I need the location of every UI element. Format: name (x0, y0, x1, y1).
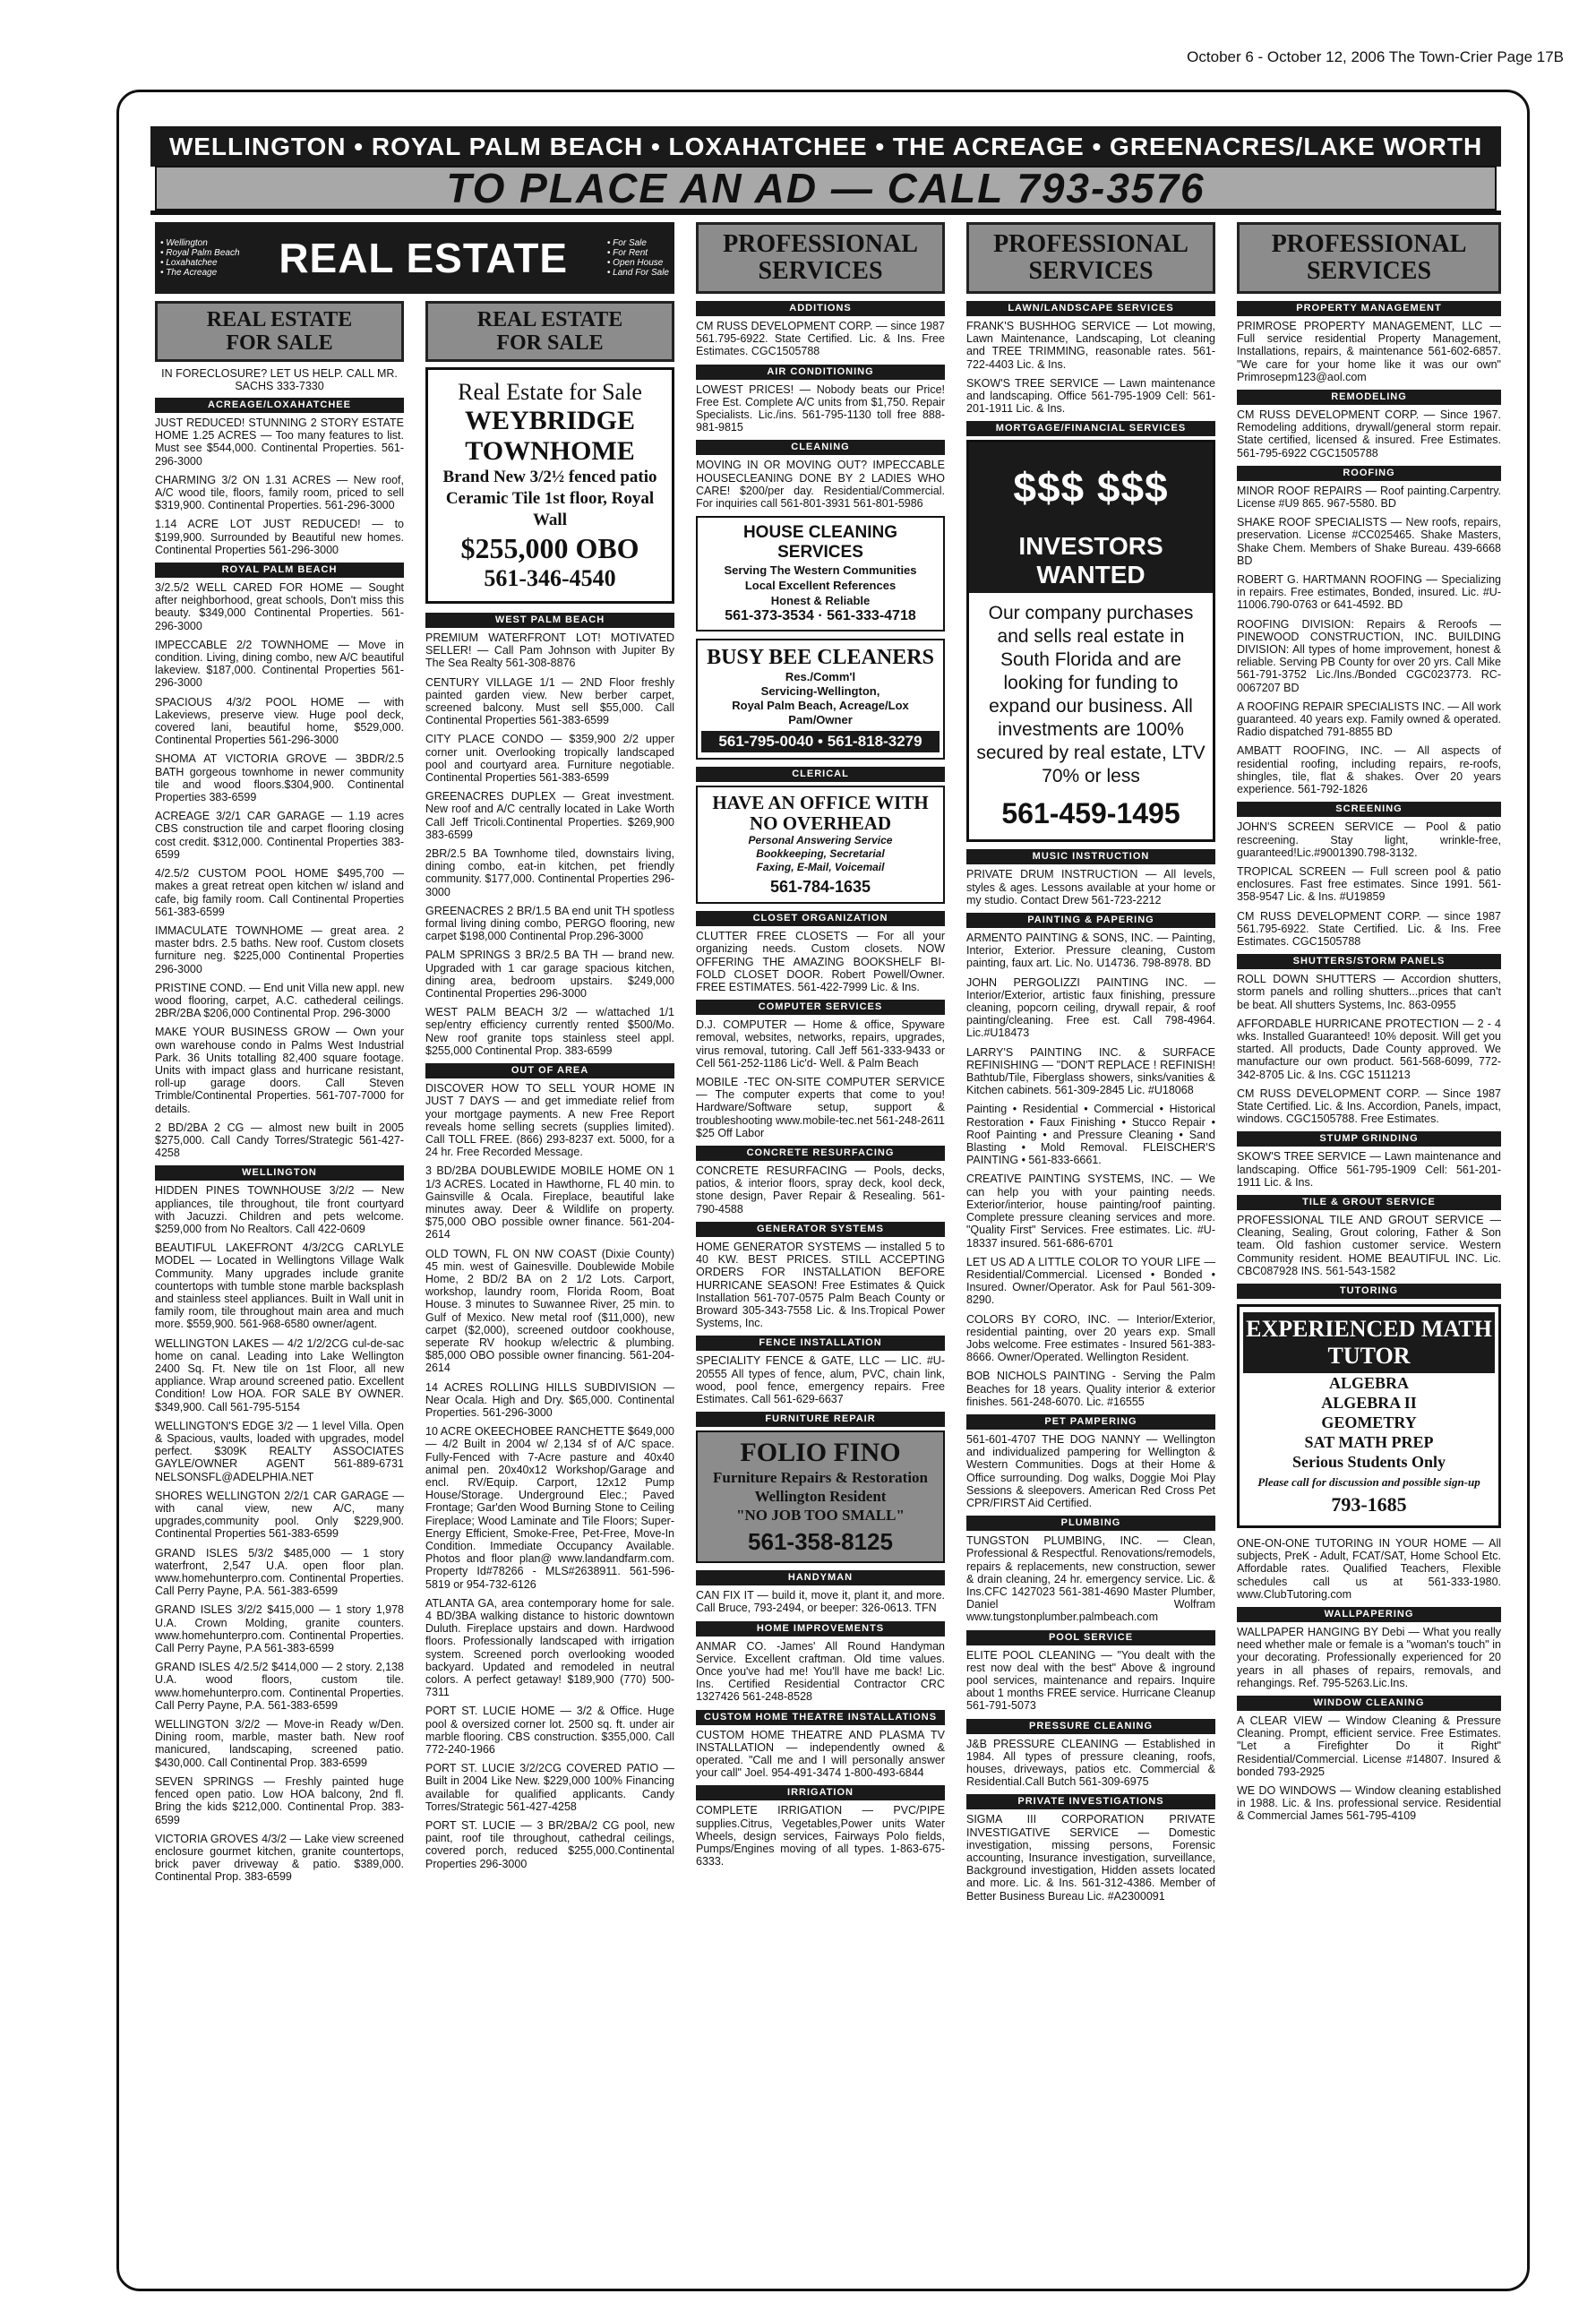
folio-fino-ad-t: FOLIO FINO (740, 1438, 901, 1468)
classified-ad: GREENACRES DUPLEX — Great investment. New roof and A/C centrally located in Lake Worth Call Jeff Tricoli.Continental Properties. $269,900 383-6599 (425, 790, 674, 841)
classified-ad: SKOW'S TREE SERVICE — Lawn maintenance and landscaping. Office 561-795-1909 Cell: 561-201-1911 Lic. & Ins. (966, 376, 1215, 416)
classified-ad: JOHN'S SCREEN SERVICE — Pool & patio rescreening. Stay light, wrinkle-free, guaranteed!Lic.#9001390.798-3132. (1237, 820, 1501, 859)
professional-services-header-line: PROFESSIONAL (993, 230, 1188, 258)
classified-ad: D.J. COMPUTER — Home & office, Spyware removal, websites, networks, repairs, upgrades, virus removal, tutoring. Call Jeff 561-333-9433 or Cell 561-252-1186 Lic'd- Well. & Palm Beach (696, 1018, 945, 1070)
folio-fino-ad-s3: "NO JOB TOO SMALL" (736, 1507, 905, 1525)
classified-ad: Painting • Residential • Commercial • Historical Restoration • Faux Finishing • Stucco Repair • Roof Painting • and Pressure Cleaning • Sand Blasting • Mold Removal. FLEISCHER'S PAINTING • 561-833-6661. (966, 1103, 1215, 1167)
section-header: ROOFING (1237, 466, 1501, 481)
for-sale-header-line: FOR SALE (226, 331, 333, 355)
busy-bee-ad-s4: Pam/Owner (788, 713, 853, 727)
classified-ad: PRISTINE COND. — End unit Villa new appl. new wood flooring, carpet, A.C. cathederal ceilings. 2BR/2BA $206,000 Continental Prop. 296-3000 (155, 981, 404, 1020)
classified-ad: CENTURY VILLAGE 1/1 — 2ND Floor freshly painted garden view. New berber carpet, screened balcony. Must sell $55,000. Call Continental Properties 561-383-6599 (425, 675, 674, 727)
section-header: OUT OF AREA (425, 1063, 674, 1078)
classified-ad: 1.14 ACRE LOT JUST REDUCED! — to $199,900. Surrounded by Beautiful new homes. Continental Properties 561-296-3000 (155, 518, 404, 556)
busy-bee-ad (696, 639, 945, 760)
office-ad-s2: Bookkeeping, Secretarial (756, 847, 885, 861)
classified-ad: 2 BD/2BA 2 CG — almost new built in 2005 $275,000. Call Candy Torres/Strategic 561-427-4258 (155, 1121, 404, 1160)
classified-ad: CHARMING 3/2 ON 1.31 ACRES — New roof, A/C wood tile, floors, family room, priced to sell $319,900. Continental Properties. 561-296-3000 (155, 473, 404, 512)
weybridge-e: $255,000 OBO (460, 532, 639, 564)
office-ad-p: 561-784-1635 (769, 878, 871, 897)
classified-ad: J&B PRESSURE CLEANING — Established in 1984. All types of pressure cleaning, roofs, houses, driveways, patios etc. Commercial & Residential.Call Butch 561-309-6975 (966, 1737, 1215, 1789)
investors-art: $$$ $$$ (969, 442, 1213, 532)
column-services-1 (696, 222, 945, 2278)
section-header: PROPERTY MANAGEMENT (1237, 301, 1501, 316)
classified-ad: WELLINGTON'S EDGE 3/2 — 1 level Villa. Open & Spacious, vaults, loaded with upgrades, model perfect. $309K REALTY ASSOCIATES GAYLE/OWNER AGENT 561-889-6731 NELSONSFL@ADELPHIA.NET (155, 1419, 404, 1483)
classified-ad: JOHN PERGOLIZZI PAINTING INC. — Interior/Exterior, artistic faux finishing, pressure cleaning, popcorn ceiling, drywall repair, & roof painting/cleaning. Free est. Call 798-4964. Lic.#U18473 (966, 975, 1215, 1040)
column-real-estate-2 (425, 222, 674, 2278)
section-header: TILE & GROUT SERVICE (1237, 1195, 1501, 1210)
weybridge-b: WEYBRIDGE TOWNHOME (464, 406, 636, 466)
math-tutor-line: ALGEBRA II (1321, 1393, 1417, 1412)
classified-ad: SPECIALITY FENCE & GATE, LLC — LIC. #U-20555 All types of fence, alum, PVC, chain link, wood, pool fence, emergency repairs. Free Estimates. Call 561-629-6637 (696, 1354, 945, 1405)
classified-ad: ATLANTA GA, area contemporary home for sale. 4 BD/3BA walking distance to historic downtown Duluth. Fireplace upstairs and down. Hardwood floors. Professionally landscaped with irrigation system. Screened porch overlooking wooded backyard. Updated and remodeled in neutral colors. A perfect getaway! $189,900 (770) 500-7311 (425, 1596, 674, 1699)
column-services-3 (1237, 222, 1501, 2278)
busy-bee-ad-s2: Servicing-Wellington, (760, 684, 880, 699)
weybridge-d: Ceramic Tile 1st floor, Royal Wall (445, 489, 655, 529)
classified-ad: PORT ST. LUCIE 3/2/2CG COVERED PATIO — Built in 2004 Like New. $229,000 100% Financing available for qualified applicants. Candy Torres/Strategic 561-427-4258 (425, 1762, 674, 1813)
re-header-title: REAL ESTATE (279, 235, 569, 281)
section-header: CLERICAL (696, 767, 945, 782)
classified-ad: CM RUSS DEVELOPMENT CORP. — Since 1987 State Certified. Lic. & Ins. Accordion, Panels, impact, windows. CGC1505788. Free Estimates. (1237, 1087, 1501, 1126)
section-header: COMPUTER SERVICES (696, 1000, 945, 1015)
professional-services-header (696, 222, 945, 294)
folio-fino-ad (696, 1430, 945, 1563)
for-sale-header (155, 301, 404, 362)
classified-ad: SIGMA III CORPORATION PRIVATE INVESTIGATIVE SERVICE — Domestic investigation, missing persons, Forensic accounting, Insurance investigation, surveillance, Background investigation, Hidden assets located and more. Lic. & Ins. 561-312-4386. Member of Better Business Bureau Lic. #A2300091 (966, 1813, 1215, 1903)
professional-services-header-line: PROFESSIONAL (723, 230, 918, 258)
section-header: FENCE INSTALLATION (696, 1336, 945, 1351)
classified-ad: CONCRETE RESURFACING — Pools, decks, patios, & interior floors, spray deck, kool deck, stone design, Paver Repair & Resealing. 561-790-4588 (696, 1164, 945, 1216)
classified-ad: CREATIVE PAINTING SYSTEMS, INC. — We can help you with your painting needs. Exterior/interior, house painting/roof painting. Complete pressure cleaning services and more. "Quality First" Services. Free estimates. Lic. #U-18337 insured. 561-686-6701 (966, 1173, 1215, 1250)
classified-ad: 10 ACRE OKEECHOBEE RANCHETTE $649,000 — 4/2 Built in 2004 w/ 2,134 sf of A/C space. Fully-Fenced with 7-Acre pasture and 40x40 animal pen. 20x40x12 Workshop/Garage and encl. RV/Equip. Carport, 12x12 Pump House/Storage. Underground Elec.; Paved Frontage; Gar'den Wood Burning Stone to Ceiling Fireplace; Wood Laminate and Tile Floors; Super-Energy Efficient, Smoke-Free, Pet-Free, Move-In Condition. Immediate Occupancy Available. Photos and floor plan@ www.landandfarm.com. Property Id#78266 - MLS#2638911. 561-596-5819 or 954-732-6126 (425, 1425, 674, 1591)
office-ad-s: Personal Answering Service (748, 834, 893, 847)
classified-ad: GRAND ISLES 3/2/2 $415,000 — 1 story 1,978 U.A. Crown Molding, granite counters. www.homehunterpro.com. Continental Properties. Call Perry Payne, P.A 561-383-6599 (155, 1603, 404, 1655)
classified-ad: PORT ST. LUCIE HOME — 3/2 & Office. Huge pool & oversized corner lot. 2500 sq. ft. under air marble flooring. CBS construction. $355,000. Call 772-240-1966 (425, 1705, 674, 1757)
classified-ad: CM RUSS DEVELOPMENT CORP. — since 1987 561.795-6922. State Certified. Lic. & Ins. Free Estimates. CGC1505788 (1237, 909, 1501, 948)
divider (150, 210, 1501, 215)
investors-ad (966, 440, 1215, 842)
classified-ad: CITY PLACE CONDO — $359,900 2/2 upper corner unit. Overlooking tropically landscaped pool and courtyard area. Furniture negotiable. Continental Properties 561-383-6599 (425, 733, 674, 785)
house-cleaning-ad-t: HOUSE CLEANING SERVICES (742, 523, 898, 563)
weybridge-c: Brand New 3/2½ fenced patio (442, 468, 657, 486)
classified-ad: 3 BD/2BA DOUBLEWIDE MOBILE HOME ON 1 1/3 ACRES. Located in Hawthorne, FL 40 min. to Gainsville & Ocala. Fireplace, beautiful lake minutes away. Deer & Wildlife on property. $75,000 OBO possible owner finance. 561-204-2614 (425, 1164, 674, 1241)
classified-ad: MOVING IN OR MOVING OUT? IMPECCABLE HOUSECLEANING DONE BY 2 LADIES WHO CARE! $200/per day. Residential/Commercial. For inquiries call 561-801-3931 561-801-5986 (696, 459, 945, 511)
classified-ad: SHOMA AT VICTORIA GROVE — 3BDR/2.5 BATH gorgeous townhome in newer community tile and wood floors.$304,900. Continental Properties 383-6599 (155, 752, 404, 804)
section-header: HANDYMAN (696, 1570, 945, 1585)
place-ad-banner: TO PLACE AN AD — CALL 793-3576 (155, 166, 1497, 210)
classified-ad: ARMENTO PAINTING & SONS, INC. — Painting, Interior, Exterior. Pressure cleaning, Custom painting, faux art. Lic. No. U14736. 798-8978. BD (966, 932, 1215, 970)
classified-ad: SPACIOUS 4/3/2 POOL HOME — with Lakeviews, preserve view. Huge pool deck, covered lani, beautiful home, $529,000. Continental Properties 561-296-3000 (155, 695, 404, 747)
column-services-2 (966, 222, 1215, 2278)
classified-ad: WALLPAPER HANGING BY Debi — What you really need whether male or female is a "woman's touch" in your decorating. Professionally experienced for 20 years in all phases of repairs, removals, and rehangings. Ref. 795-5263.Lic.Ins. (1237, 1626, 1501, 1689)
math-tutor-line: Serious Students Only (1291, 1452, 1446, 1471)
house-cleaning-ad-s: Serving The Western Communities (724, 563, 917, 578)
classified-ad: FRANK'S BUSHHOG SERVICE — Lot mowing, Lawn Maintenance, Landscaping, Lot cleaning and TREE TRIMMING, reasonable rates. 561-722-4403 Lic. & Ins. (966, 320, 1215, 371)
classified-ad: ONE-ON-ONE TUTORING IN YOUR HOME — All subjects, PreK - Adult, FCAT/SAT, Home School Etc. Affordable rates. Qualified Teachers, Flexible schedules call us at 561-333-1980. www.ClubTutoring.com (1237, 1536, 1501, 1601)
classified-ad: GRAND ISLES 4/2.5/2 $414,000 — 2 story. 2,138 U.A. wood floors, custom tile. www.homehunterpro.com. Continental Properties. Call Perry Payne, P.A. 561-383-6599 (155, 1661, 404, 1712)
classified-ad: COMPLETE IRRIGATION — PVC/PIPE supplies.Citrus, Vegetables,Power units Water Wheels, design services, Fairways Polo fields, Pumps/Engines moving of all types. 1-863-675-6333. (696, 1804, 945, 1869)
classified-ad: AFFORDABLE HURRICANE PROTECTION — 2 - 4 wks. Installed Guaranteed! 10% deposit. Will get you started. All products, Dade County approved. We manufacture our own product. 561-568-6099, 772-342-8705 Lic. & Ins. CGC 1511213 (1237, 1017, 1501, 1081)
classified-ad: IMMACULATE TOWNHOME — great area. 2 master bdrs. 2.5 baths. New roof. Custom closets furniture neg. $225,000 Continental Properties 296-3000 (155, 924, 404, 975)
section-header: IRRIGATION (696, 1785, 945, 1800)
section-header: WEST PALM BEACH (425, 613, 674, 628)
classified-ad: OLD TOWN, FL ON NW COAST (Dixie County) 45 min. west of Gainesville. Doublewide Mobile Home, 2 BD/2 BA on 2 1/2 Lots. Carport, workshop, laundry room, Florida Room, Boat House. 3 minutes to Suwannee River, 25 min. to Gulf of Mexico. New metal roof ($11,000), new carpet ($2,000), screened outdoor cookhouse, seperate RV hookup w/electric & plumbing. $85,000 OBO possible owner financing. 561-204-2614 (425, 1247, 674, 1375)
classified-ad: JUST REDUCED! STUNNING 2 STORY ESTATE HOME 1.25 ACRES — Too many features to list. Must see $544,000. Continental Properties. 561-296-3000 (155, 417, 404, 468)
classified-ad: PALM SPRINGS 3 BR/2.5 BA TH — brand new. Upgraded with 1 car garage spacious kitchen, dining area, bedroom upstairs. $249,000 Continental Properties 296-3000 (425, 949, 674, 1001)
classified-ad: PRIVATE DRUM INSTRUCTION — All levels, styles & ages. Lessons available at your home or my studio. Contact Drew 561-723-2212 (966, 868, 1215, 906)
classified-ad: ANMAR CO. -James' All Round Handyman Service. Excellent craftman. Old time values. Once you've had me! You'll have me back! Lic. Ins. Certified Residential Contractor CRC 1327426 561-248-8528 (696, 1639, 945, 1704)
classified-ad: PROFESSIONAL TILE AND GROUT SERVICE — Cleaning, Sealing, Grout coloring, Father & Son team. Old fashion customer service. Western Community resident. HOME BEAUTIFUL INC. Lic. CBC087928 INS. 561-543-1582 (1237, 1213, 1501, 1277)
house-cleaning-ad-s3: Honest & Reliable (770, 594, 871, 608)
investors-phone: 561-459-1495 (1001, 797, 1180, 830)
office-ad (696, 786, 945, 904)
page-folio: October 6 - October 12, 2006 The Town-Crier Page 17B (1187, 48, 1564, 65)
classified-ad: MINOR ROOF REPAIRS — Roof painting.Carpentry. License #U9 865. 967-5580. BD (1237, 484, 1501, 511)
classified-ad: MOBILE -TEC ON-SITE COMPUTER SERVICE — The computer experts that come to you! Hardware/Software setup, support & troubleshooting www.mobile-tec.net 561-248-2611 $25 Off Labor (696, 1076, 945, 1139)
section-header: HOME IMPROVEMENTS (696, 1621, 945, 1637)
section-header: WELLINGTON (155, 1165, 404, 1181)
for-sale-header-line: REAL ESTATE (206, 308, 353, 331)
classified-ad: DISCOVER HOW TO SELL YOUR HOME IN JUST 7 DAYS — and get immediate relief from your mortgage payments. A new Free Report reveals home selling secrets (supplies limited). Call TOLL FREE. (866) 293-8237 ext. 5000, for a 24 hr. Free Recorded Message. (425, 1082, 674, 1159)
section-header: ACREAGE/LOXAHATCHEE (155, 398, 404, 413)
classified-ad: VICTORIA GROVES 4/3/2 — Lake view screened enclosure gourmet kitchen, granite countertops, brick paver driveway & patio. $389,000. Continental Prop. 383-6599 (155, 1832, 404, 1884)
section-header: GENERATOR SYSTEMS (696, 1222, 945, 1237)
math-tutor-line: SAT MATH PREP (1304, 1432, 1434, 1451)
re-header-tag: • Land For Sale (606, 268, 669, 278)
investors-body: Our company purchases and sells real estate in South Florida and are looking for funding to expand our business. All investments are 100% secured by real estate, LTV 70% or less (976, 603, 1206, 787)
classified-ad: CAN FIX IT — build it, move it, plant it, and more. Call Bruce, 793-2494, or beeper: 326-0613. TFN (696, 1589, 945, 1615)
section-header: STUMP GRINDING (1237, 1131, 1501, 1147)
classified-ad: IMPECCABLE 2/2 TOWNHOME — Move in condition. Living, dining combo, new A/C beautiful lakeview. $187,000. Continental Properties 561-296-3000 (155, 638, 404, 690)
house-cleaning-ad-s2: Local Excellent References (744, 579, 897, 593)
math-tutor-note: Please call for discussion and possible sign-up (1257, 1474, 1480, 1489)
classified-ad: 561-601-4707 THE DOG NANNY — Wellington and individualized pampering for Wellington & Western Communities. Dogs at their Home & Office surrounding. Dog walks, Doggie Moi Play Sessions & sleepovers. American Red Cross Pet CPR/FIRST Aid Certified. (966, 1432, 1215, 1509)
classified-ad: 2BR/2.5 BA Townhome tiled, downstairs living, dining combo, eat-in kitchen, pet friendly community. $177,000. Continental Properties 296-3000 (425, 847, 674, 898)
folio-fino-ad-s2: Wellington Resident (754, 1488, 887, 1506)
professional-services-header-line: SERVICES (1028, 257, 1154, 285)
section-header: SHUTTERS/STORM PANELS (1237, 954, 1501, 969)
classified-ad: GREENACRES 2 BR/1.5 BA end unit TH spotless formal living dining combo, PERGO flooring, new carpet $198,000 Continental Prop.296-3000 (425, 904, 674, 943)
area-banner: WELLINGTON • ROYAL PALM BEACH • LOXAHATCHEE • THE ACREAGE • GREENACRES/LAKE WORTH (150, 126, 1501, 167)
re-header-tag: • Open House (606, 258, 664, 268)
section-header: TUTORING (1237, 1284, 1501, 1299)
foreclosure-notice: IN FORECLOSURE? LET US HELP. CALL MR. SACHS 333-7330 (161, 367, 398, 392)
classified-ad: PREMIUM WATERFRONT LOT! MOTIVATED SELLER! — Call Pam Johnson with Jupiter By The Sea Realty 561-308-8876 (425, 631, 674, 670)
folio-fino-ad-p: 561-358-8125 (748, 1528, 893, 1556)
math-tutor-line: GEOMETRY (1321, 1413, 1417, 1431)
classified-ad: ROLL DOWN SHUTTERS — Accordion shutters, storm panels and rolling shutters...prices that can't be beat. All shutters Systems, Inc. 863-0955 (1237, 973, 1501, 1011)
classified-ad: SHORES WELLINGTON 2/2/1 CAR GARAGE — with canal view, new A/C, many upgrades,community pool. Only $229,900. Continental Properties 561-383-6599 (155, 1489, 404, 1541)
professional-services-header-line: SERVICES (1306, 257, 1432, 285)
classified-ad: COLORS BY CORO, INC. — Interior/Exterior, residential painting, over 20 years exp. Small Jobs welcome. Free estimates - Insured 561-383-8666. Owner/Operated. Wellington Resident. (966, 1312, 1215, 1364)
classified-ad: PORT ST. LUCIE — 3 BR/2BA/2 CG pool, new paint, roof tile throughout, cathedral ceilings, covered porch, reduced $255,000.Continental Properties 296-3000 (425, 1819, 674, 1870)
math-tutor-title: EXPERIENCED MATH TUTOR (1243, 1312, 1495, 1373)
math-tutor-line: ALGEBRA (1328, 1373, 1409, 1392)
classified-ad: HOME GENERATOR SYSTEMS — installed 5 to 40 KW. BEST PRICES. STILL ACCEPTING ORDERS FOR INSTALLATION BEFORE HURRICANE SEASON! Free Estimates & Quick Installation 561-707-0575 Palm Beach County or Broward 305-343-7558 Lic. & Ins.Tropical Power Systems, Inc. (696, 1240, 945, 1330)
for-sale-header-line: FOR SALE (496, 331, 604, 355)
section-header: CLEANING (696, 440, 945, 455)
section-header: POOL SERVICE (966, 1630, 1215, 1645)
folio-fino-ad-s: Furniture Repairs & Restoration (712, 1469, 929, 1487)
classified-ad: AMBATT ROOFING, INC. — All aspects of residential roofing, including repairs, re-roofs, shingles, tile, flat & shakes. Over 20 years experience. 561-792-1826 (1237, 744, 1501, 796)
classified-ad: CM RUSS DEVELOPMENT CORP. — Since 1967. Remodeling additions, drywall/general storm repair. State certified, licensed & insured. Free Estimates. 561-795-6922 CGC1505788 (1237, 408, 1501, 460)
section-header: CLOSET ORGANIZATION (696, 911, 945, 926)
classified-ad: SHAKE ROOF SPECIALISTS — New roofs, repairs, preservation. License #CC025465. Shake Masters, Shake Chem. Members of Shake Bureau. 439-6668 BD (1237, 516, 1501, 567)
classified-ad: BEAUTIFUL LAKEFRONT 4/3/2CG CARLYLE MODEL — Located in Wellingtons Village Walk Community. Many upgrades include granite countertops with tumble stone marble backsplash and stainless steel appliances. Built in Wall unit in family room, tile throughout main area and much more. $559,900. 561-968-6580 owner/agent. (155, 1241, 404, 1331)
section-header: PAINTING & PAPERING (966, 913, 1215, 928)
weybridge-a: Real Estate for Sale (458, 379, 642, 405)
section-header: MORTGAGE/FINANCIAL SERVICES (966, 421, 1215, 436)
investors-headline: INVESTORS WANTED (969, 532, 1213, 593)
classified-ad: WELLINGTON LAKES — 4/2 1/2/2CG cul-de-sac home on canal. Leading into Lake Wellington 2400 Sq. Ft. New tile on 1st Floor, all new appliance. Wrap around screened patio. Excellent Condition! Low HOA. FOR SALE BY OWNER. $349,900. Call 561-795-5154 (155, 1336, 404, 1413)
section-header: PRIVATE INVESTIGATIONS (966, 1794, 1215, 1809)
weybridge-f: 561-346-4540 (484, 565, 616, 591)
re-header-tags-left (155, 238, 245, 278)
section-header: CUSTOM HOME THEATRE INSTALLATIONS (696, 1710, 945, 1725)
section-header: WINDOW CLEANING (1237, 1696, 1501, 1711)
re-header-tag: • Royal Palm Beach (160, 248, 240, 258)
classified-ad: 4/2.5/2 CUSTOM POOL HOME $495,700 — makes a great retreat open kitchen w/ island and cafe, big family room. Call Continental Properties 561-383-6599 (155, 867, 404, 918)
office-ad-s3: Faxing, E-Mail, Voicemail (756, 861, 885, 874)
classified-ad: CUSTOM HOME THEATRE AND PLASMA TV INSTALLATION — independently owned & operated. "Call me and I will personally answer your call" Joel. 954-491-3474 1-800-493-6844 (696, 1728, 945, 1780)
classified-ad: PRIMROSE PROPERTY MANAGEMENT, LLC — Full service residential Property Management, Installations, repairs, & maintenance 561-602-6857. "We care for your home like it was our own" Primrosepm123@aol.com (1237, 320, 1501, 383)
professional-services-header-line: PROFESSIONAL (1271, 230, 1467, 258)
weybridge-ad (425, 367, 674, 604)
for-sale-header-line: REAL ESTATE (476, 308, 623, 331)
classified-ad: 3/2.5/2 WELL CARED FOR HOME — Sought after neighborhood, great schools, Don't miss this beauty. $349,000 Continental Properties. 561-296-3000 (155, 581, 404, 632)
section-header: LAWN/LANDSCAPE SERVICES (966, 301, 1215, 316)
re-header-tag: • For Sale (606, 238, 647, 248)
classified-ad: ELITE POOL CLEANING — "You dealt with the rest now deal with the best" Above & inground pool services, maintenance and repairs. Inquire about 1 months FREE service. Hurricane Cleanup 561-791-5073 (966, 1648, 1215, 1713)
section-header: PLUMBING (966, 1516, 1215, 1531)
classified-ad: A CLEAR VIEW — Window Cleaning & Pressure Cleaning. Prompt, efficient service. Free Estimates. "Let a Firefighter Do it Right" Residential/Commercial. License #14807. Insured & bonded 793-2925 (1237, 1714, 1501, 1778)
busy-bee-ad-s: Res./Comm'l (785, 670, 856, 684)
math-tutor-ad (1237, 1304, 1501, 1528)
section-header: PRESSURE CLEANING (966, 1719, 1215, 1734)
professional-services-header (1237, 222, 1501, 294)
busy-bee-ad-s3: Royal Palm Beach, Acreage/Lox (732, 699, 909, 713)
section-header: FURNITURE REPAIR (696, 1412, 945, 1427)
section-header: PET PAMPERING (966, 1414, 1215, 1430)
house-cleaning-ad (696, 516, 945, 631)
re-header-tag: • For Rent (606, 248, 648, 258)
classified-ad: GRAND ISLES 5/3/2 $485,000 — 1 story waterfront, 2,547 U.A. open floor plan. www.homehunterpro.com. Continental Properties. Call Perry Payne, P.A. 561-383-6599 (155, 1546, 404, 1598)
classified-ad: HIDDEN PINES TOWNHOUSE 3/2/2 — New appliances, tile throughout, tile front courtyard with Jacuzzi. Children and pets welcome. $259,000 from No Realtors. Call 422-0609 (155, 1184, 404, 1235)
math-tutor-phone: 793-1685 (1331, 1492, 1407, 1516)
classified-ad: 14 ACRES ROLLING HILLS SUBDIVISION — Near Ocala. High and Dry. $65,000. Continental Properties. 561-296-3000 (425, 1380, 674, 1419)
section-header: WALLPAPERING (1237, 1607, 1501, 1622)
for-sale-header (425, 301, 674, 362)
section-header: MUSIC INSTRUCTION (966, 849, 1215, 864)
section-header: ADDITIONS (696, 301, 945, 316)
house-cleaning-ad-p: 561-373-3534 · 561-333-4718 (725, 608, 916, 624)
classified-ad: CM RUSS DEVELOPMENT CORP. — since 1987 561.795-6922. State Certified. Lic. & Ins. Free Estimates. CGC1505788 (696, 320, 945, 358)
classified-ad: MAKE YOUR BUSINESS GROW — Own your own warehouse condo in Palms West Industrial Park. 36 Units totalling 82,400 square footage. Units with impact glass and hurricane resistant, roll-up garage doors. Call Steven Trimble/Continental Properties. 561-707-7000 for details. (155, 1026, 404, 1115)
classified-ad: LET US AD A LITTLE COLOR TO YOUR LIFE — Residential/Commercial. Licensed • Bonded • Insured. Owner/Operator. Ask for Paul 561-309-8290. (966, 1255, 1215, 1307)
professional-services-header-line: SERVICES (758, 257, 883, 285)
column-body (155, 301, 404, 2278)
classified-ad: WELLINGTON 3/2/2 — Move-in Ready w/Den. Dining room, marble, master bath. New roof manicured, landscaping, screened patio. $430,000. Call Continental Prop. 383-6599 (155, 1718, 404, 1769)
re-header-tag: • The Acreage (160, 268, 218, 278)
classified-ad: SKOW'S TREE SERVICE — Lawn maintenance and landscaping. Office 561-795-1909 Cell: 561-201-1911 Lic. & Ins. (1237, 1150, 1501, 1189)
classified-ad: TUNGSTON PLUMBING, INC. — Clean, Professional & Respectful. Renovations/remodels, repairs & replacements, new construction, sewer & drain cleaning, 24 hr. emergency service. Lic. & Ins.CFC 1427023 561-381-4690 Master Plumber, Daniel Wolfram www.tungstonplumber.palmbeach.com (966, 1534, 1215, 1624)
classified-ad: ROOFING DIVISION: Repairs & Reroofs — PINEWOOD CONSTRUCTION, INC. BUILDING DIVISION: All types of home improvement, honest & reliable. Serving PB County for over 20 yrs. Call Mike 561-791-3752 Lic./Ins./Bonded CGC023773. RC-0067207 BD (1237, 617, 1501, 694)
classified-ad: A ROOFING REPAIR SPECIALISTS INC. — All work guaranteed. 40 years exp. Family owned & operated. Radio dispatched 791-8855 BD (1237, 700, 1501, 739)
section-header: CONCRETE RESURFACING (696, 1146, 945, 1161)
classified-ad: WE DO WINDOWS — Window cleaning established in 1988. Lic. & Ins. professional service. Residential & Commercial James 561-795-4109 (1237, 1784, 1501, 1823)
section-header: AIR CONDITIONING (696, 365, 945, 380)
re-header-tag: • Loxahatchee (160, 258, 218, 268)
classifieds-page (116, 90, 1530, 2291)
busy-bee-ad-p: 561-795-0040 • 561-818-3279 (701, 731, 940, 752)
classified-ad: ROBERT G. HARTMANN ROOFING — Specializing in repairs. Free estimates, Bonded, insured. Lic. #U-11006.790-0763 or 641-4592. BD (1237, 573, 1501, 612)
office-ad-t: HAVE AN OFFICE WITH NO OVERHEAD (712, 792, 929, 835)
classified-ad: LARRY'S PAINTING INC. & SURFACE REFINISHING — "DON'T REPLACE ! REFINISH! Bathtub/Tile, Fiberglass showers, sinks/vanities & Kitchen cabinets. 561-309-2845 Lic. #U18068 (966, 1045, 1215, 1097)
busy-bee-ad-t: BUSY BEE CLEANERS (707, 646, 934, 670)
re-header-tag: • Wellington (160, 238, 208, 248)
classified-ad: WEST PALM BEACH 3/2 — w/attached 1/1 sep/entry efficiency currently rented $500/Mo. New roof granite tops stainless steel appl. $255,000 Continental Prop. 383-6599 (425, 1006, 674, 1057)
classified-ad: TROPICAL SCREEN — Full screen pool & patio enclosures. Fast free estimates. Since 1991. 561-358-9547 Lic. & Ins. #U19859 (1237, 864, 1501, 904)
classified-ad: CLUTTER FREE CLOSETS — For all your organizing needs. Custom closets. NOW OFFERING THE AMAZING BOOKSHELF BI-FOLD CLOSET DOOR. Robert Powell/Owner. FREE ESTIMATES. 561-422-7999 Lic. & Ins. (696, 930, 945, 994)
classified-ad: SEVEN SPRINGS — Freshly painted huge fenced open patio. Low HOA balcony, 2nd fl. Bring the kids $212,000. Continental Prop. 383-6599 (155, 1774, 404, 1826)
section-header: ROYAL PALM BEACH (155, 563, 404, 578)
classified-ad: BOB NICHOLS PAINTING - Serving the Palm Beaches for 18 years. Quality interior & exterior finishes. 561-248-6070. Lic. #16555 (966, 1370, 1215, 1408)
section-header: REMODELING (1237, 390, 1501, 405)
spacer (425, 222, 674, 301)
professional-services-header (966, 222, 1215, 294)
section-header: SCREENING (1237, 802, 1501, 817)
classified-ad: LOWEST PRICES! — Nobody beats our Price! Free Est. Complete A/C units from $1,750. Repair Specialists. Lic./ins. 561-795-1130 toll free 888-981-9815 (696, 382, 945, 434)
classified-ad: ACREAGE 3/2/1 CAR GARAGE — 1.19 acres CBS construction tile and carpet flooring closing cost credit. $312,000. Continental Properties 383-6599 (155, 810, 404, 861)
